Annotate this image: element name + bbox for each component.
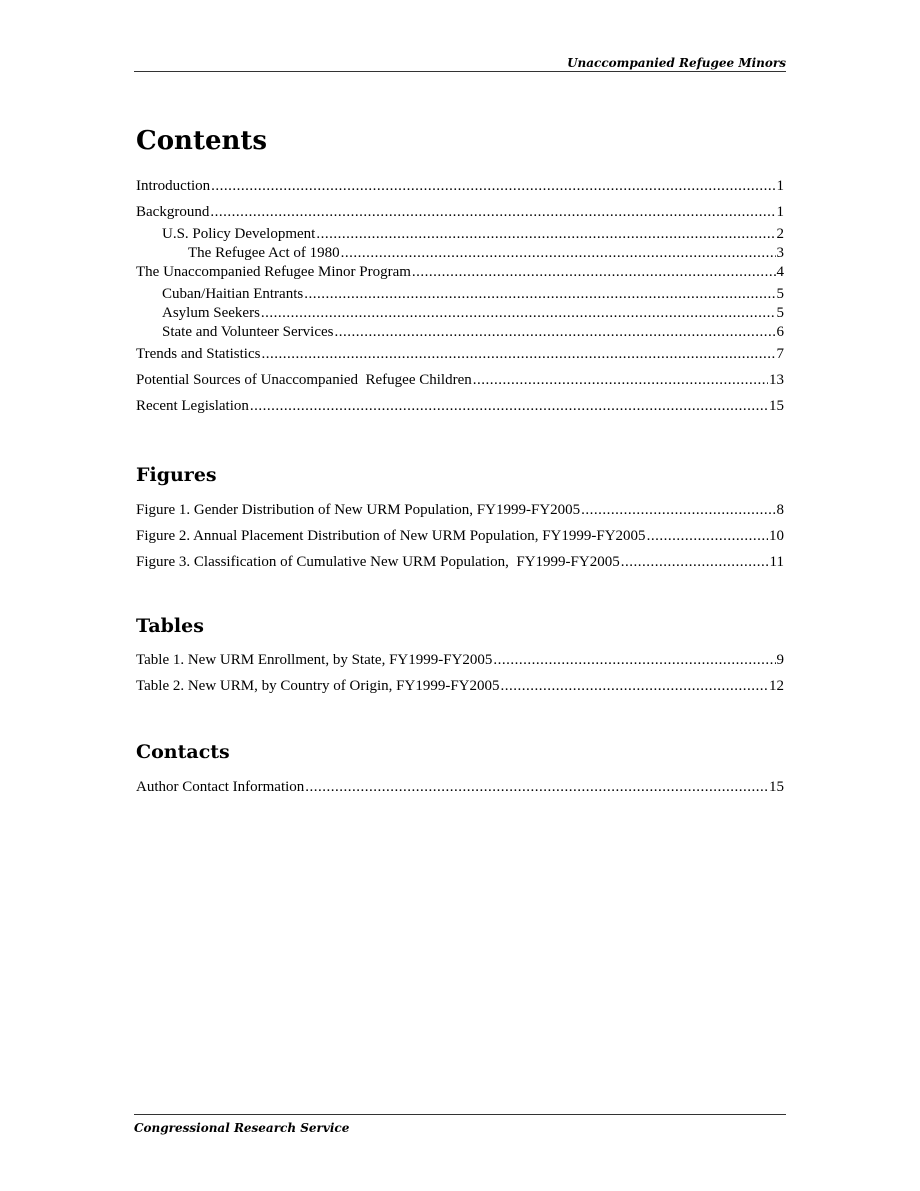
publisher-name: Congressional Research Service — [134, 1121, 350, 1135]
toc-entry-page: 15 — [769, 779, 784, 795]
toc-entry-page: 1 — [776, 204, 784, 220]
figures-heading: Figures — [136, 464, 217, 486]
toc-entry[interactable] — [136, 502, 784, 528]
leader-dots — [211, 178, 775, 195]
leader-dots — [250, 398, 768, 415]
toc-entry[interactable] — [136, 178, 784, 204]
toc-entry-page: 5 — [776, 286, 784, 302]
tables-list — [136, 652, 784, 704]
contents-heading: Contents — [136, 126, 268, 156]
leader-dots — [581, 502, 775, 519]
toc-entry[interactable] — [136, 398, 784, 420]
toc-entry[interactable] — [136, 245, 784, 264]
toc-entry-page: 2 — [776, 226, 784, 242]
toc-entry-page: 10 — [769, 528, 784, 544]
toc-entry-page: 4 — [776, 264, 784, 280]
toc-entry[interactable] — [136, 554, 784, 580]
toc-entry[interactable] — [136, 204, 784, 226]
toc-entry-text: Recent Legislation — [136, 398, 249, 414]
toc-entry[interactable] — [136, 286, 784, 305]
toc-entry-text: U.S. Policy Development — [162, 226, 316, 242]
toc-entry-text: Figure 1. Gender Distribution of New URM Population, FY1999-FY2005 — [136, 502, 581, 518]
leader-dots — [261, 305, 776, 322]
toc-entry-text: The Refugee Act of 1980 — [188, 245, 340, 261]
toc-entry-text: State and Volunteer Services — [162, 324, 334, 340]
toc-entry-page: 6 — [776, 324, 784, 340]
toc-entry-page: 11 — [769, 554, 784, 570]
leader-dots — [305, 779, 768, 796]
toc-entry-page: 13 — [769, 372, 784, 388]
toc-entry-text: Figure 2. Annual Placement Distribution of New URM Population, FY1999-FY2005 — [136, 528, 646, 544]
toc-entry-page: 7 — [776, 346, 784, 362]
toc-entry-text: Background — [136, 204, 210, 220]
toc-entry-text: The Unaccompanied Refugee Minor Program — [136, 264, 411, 280]
toc-entry-text: Trends and Statistics — [136, 346, 261, 362]
toc-entry-page: 9 — [776, 652, 784, 668]
toc-entry[interactable] — [136, 528, 784, 554]
toc-entry-text: Figure 3. Classification of Cumulative New URM Population, FY1999-FY2005 — [136, 554, 620, 570]
toc-entry[interactable] — [136, 305, 784, 324]
toc-entry-text: Table 1. New URM Enrollment, by State, FY1999-FY2005 — [136, 652, 493, 668]
leader-dots — [621, 554, 769, 571]
leader-dots — [647, 528, 768, 545]
figures-list — [136, 502, 784, 580]
leader-dots — [493, 652, 775, 669]
leader-dots — [261, 346, 775, 363]
toc-entry-text: Author Contact Information — [136, 779, 305, 795]
leader-dots — [335, 324, 776, 341]
toc-entry-text: Cuban/Haitian Entrants — [162, 286, 304, 302]
leader-dots — [501, 678, 768, 695]
toc-entry-page: 15 — [769, 398, 784, 414]
toc-entry[interactable] — [136, 779, 784, 805]
toc-entry-text: Introduction — [136, 178, 211, 194]
leader-dots — [316, 226, 775, 243]
contacts-heading: Contacts — [136, 741, 230, 763]
running-header — [134, 56, 786, 72]
leader-dots — [412, 264, 776, 281]
toc-entry-page: 5 — [776, 305, 784, 321]
toc-entry[interactable] — [136, 226, 784, 245]
toc-entry-page: 3 — [776, 245, 784, 261]
leader-dots — [341, 245, 776, 262]
toc-entry[interactable] — [136, 652, 784, 678]
running-footer — [134, 1114, 786, 1135]
toc-entry-text: Potential Sources of Unaccompanied Refugee Children — [136, 372, 472, 388]
tables-heading: Tables — [136, 615, 204, 637]
toc-entry-page: 8 — [776, 502, 784, 518]
toc-entry[interactable] — [136, 324, 784, 346]
toc-entry[interactable] — [136, 264, 784, 286]
toc-entry[interactable] — [136, 678, 784, 704]
toc-entry-page: 12 — [769, 678, 784, 694]
toc-entry[interactable] — [136, 346, 784, 372]
toc-entry-text: Asylum Seekers — [162, 305, 260, 321]
contents-list — [136, 178, 784, 420]
leader-dots — [210, 204, 775, 221]
toc-entry-page: 1 — [776, 178, 784, 194]
contacts-list — [136, 779, 784, 805]
toc-entry[interactable] — [136, 372, 784, 398]
running-title: Unaccompanied Refugee Minors — [567, 56, 786, 70]
leader-dots — [473, 372, 768, 389]
toc-entry-text: Table 2. New URM, by Country of Origin, FY1999-FY2005 — [136, 678, 500, 694]
leader-dots — [304, 286, 775, 303]
